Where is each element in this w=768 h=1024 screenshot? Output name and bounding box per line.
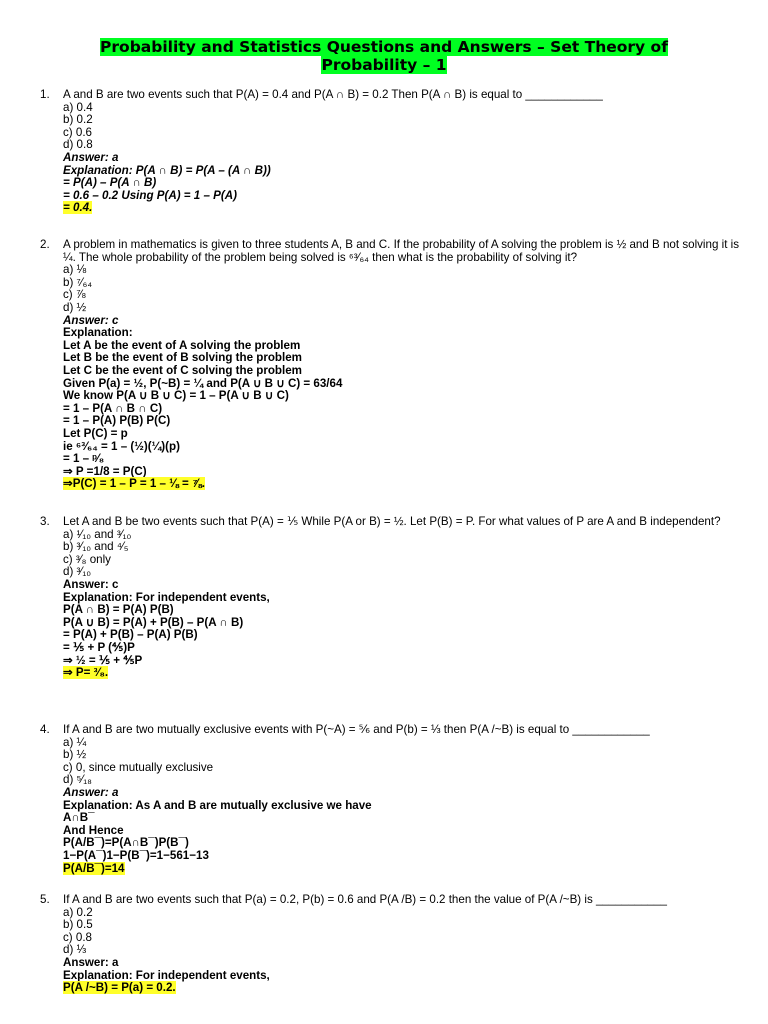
explanation-line: Let B be the event of B solving the problem bbox=[63, 351, 302, 365]
explanation-line: Explanation: For independent events, bbox=[63, 590, 270, 604]
explanation-line: ie ⁶³⁄₆₄ = 1 – (½)(¼)(p) bbox=[63, 439, 180, 453]
explanation-line: 1−P(A¯)1−P(B¯)=1−561−13 bbox=[63, 848, 209, 862]
explanation-line: P(A ∩ B) = P(A) P(B) bbox=[63, 603, 174, 617]
explanation-line: P(A ∪ B) = P(A) + P(B) – P(A ∩ B) bbox=[63, 615, 244, 629]
explanation-line: Let C be the event of C solving the problem bbox=[63, 363, 302, 377]
option-a: a) 0.4 bbox=[63, 100, 93, 114]
option-a: a) ¼ bbox=[63, 735, 87, 749]
final-answer-highlight: ⇒ P= ³⁄₈. bbox=[63, 666, 109, 680]
option-a: a) ¹⁄₁₀ and ³⁄₁₀ bbox=[63, 527, 132, 541]
final-answer-highlight: P(A /~B) = P(a) = 0.2. bbox=[63, 981, 176, 995]
explanation-line: ⇒ ½ = ⅕ + ⅘P bbox=[63, 653, 143, 667]
question-text: If A and B are two mutually exclusive events with P(~A) = ⅚ and P(b) = ⅓ then P(A /~B) is equal to ____________ bbox=[63, 723, 650, 736]
option-b: b) ³⁄₁₀ and ⁴⁄₅ bbox=[63, 540, 129, 554]
question-4 bbox=[40, 724, 740, 875]
question-1 bbox=[40, 89, 740, 215]
explanation-line: = 1 – P(A) P(B) P(C) bbox=[63, 414, 171, 428]
explanation-line: Let P(C) = p bbox=[63, 426, 128, 440]
explanation-line: ⇒ P =1/8 = P(C) bbox=[63, 464, 147, 478]
explanation-line: And Hence bbox=[63, 823, 124, 837]
answer-line: Answer: a bbox=[63, 955, 119, 969]
option-a: a) ⅛ bbox=[63, 263, 87, 277]
question-number: 1. bbox=[40, 88, 50, 101]
option-d: d) ½ bbox=[63, 300, 87, 314]
option-b: b) ½ bbox=[63, 748, 87, 762]
explanation-line: = ⅕ + P (⅘)P bbox=[63, 640, 135, 654]
question-3 bbox=[40, 516, 740, 680]
answer-line: Answer: a bbox=[63, 785, 119, 799]
explanation-line: = 1 – P(A ∩ B ∩ C) bbox=[63, 401, 163, 415]
option-c: c) 0.6 bbox=[63, 125, 92, 139]
option-d: d) ³⁄₁₀ bbox=[63, 565, 92, 579]
explanation-line: Explanation: bbox=[63, 326, 133, 340]
option-c: c) ³⁄₈ only bbox=[63, 552, 111, 566]
option-c: c) 0.8 bbox=[63, 930, 92, 944]
explanation-line: = P(A) – P(A ∩ B) bbox=[63, 176, 157, 190]
explanation-line: Explanation: P(A ∩ B) = P(A – (A ∩ B)) bbox=[63, 163, 271, 177]
page-title: Probability and Statistics Questions and Answers – Set Theory of Probability – 1 bbox=[100, 38, 668, 74]
final-answer-highlight: ⇒P(C) = 1 – P = 1 – ⅛ = ⅞. bbox=[63, 477, 205, 491]
option-b: b) 0.2 bbox=[63, 113, 93, 127]
explanation-line: Explanation: For independent events, bbox=[63, 968, 270, 982]
final-answer-highlight: = 0.4. bbox=[63, 201, 93, 215]
option-c: c) ⅞ bbox=[63, 288, 86, 302]
answer-line: Answer: c bbox=[63, 577, 119, 591]
explanation-line: Given P(a) = ½, P(~B) = ¼ and P(A ∪ B ∪ C) = 63/64 bbox=[63, 376, 343, 390]
explanation-line: = P(A) + P(B) – P(A) P(B) bbox=[63, 628, 198, 642]
explanation-line: P(A/B¯)=P(A∩B¯)P(B¯) bbox=[63, 836, 189, 850]
question-number: 3. bbox=[40, 515, 50, 528]
option-b: b) ⁷⁄₆₄ bbox=[63, 275, 93, 289]
explanation-line: = 0.6 – 0.2 Using P(A) = 1 – P(A) bbox=[63, 188, 237, 202]
option-a: a) 0.2 bbox=[63, 905, 93, 919]
option-d: d) 0.8 bbox=[63, 138, 93, 152]
option-c: c) 0, since mutually exclusive bbox=[63, 760, 214, 774]
option-d: d) ⁵⁄₁₈ bbox=[63, 773, 92, 787]
explanation-line: = 1 – ᵖ⁄₈ bbox=[63, 452, 105, 466]
explanation-line: Explanation: As A and B are mutually exclusive we have bbox=[63, 798, 372, 812]
option-b: b) 0.5 bbox=[63, 918, 93, 932]
option-d: d) ⅓ bbox=[63, 943, 87, 957]
question-text: A problem in mathematics is given to three students A, B and C. If the probability of A solving the problem is ½ and B not solving it is ¼. The whole probability of the problem being solved is ⁶³⁄₆₄ then what is the probability of solving it? bbox=[63, 238, 740, 264]
final-answer-highlight: P(A/B¯)=14 bbox=[63, 861, 125, 875]
question-5 bbox=[40, 894, 740, 995]
question-text: Let A and B be two events such that P(A) = ⅕ While P(A or B) = ½. Let P(B) = P. For what values of P are A and B independent? bbox=[63, 515, 721, 528]
question-text: If A and B are two events such that P(a) = 0.2, P(b) = 0.6 and P(A /B) = 0.2 then the value of P(A /~B) is ___________ bbox=[63, 893, 667, 906]
answer-line: Answer: a bbox=[63, 150, 119, 164]
question-number: 5. bbox=[40, 893, 50, 906]
question-text: A and B are two events such that P(A) = 0.4 and P(A ∩ B) = 0.2 Then P(A ∩ B) is equal to ____________ bbox=[63, 88, 603, 101]
answer-line: Answer: c bbox=[63, 313, 119, 327]
question-number: 2. bbox=[40, 238, 50, 251]
explanation-line: Let A be the event of A solving the problem bbox=[63, 338, 301, 352]
question-2 bbox=[40, 239, 740, 491]
explanation-line: A∩B¯ bbox=[63, 811, 95, 825]
explanation-line: We know P(A ∪ B ∪ C) = 1 – P(A ∪ B ∪ C) bbox=[63, 389, 289, 403]
question-number: 4. bbox=[40, 723, 50, 736]
